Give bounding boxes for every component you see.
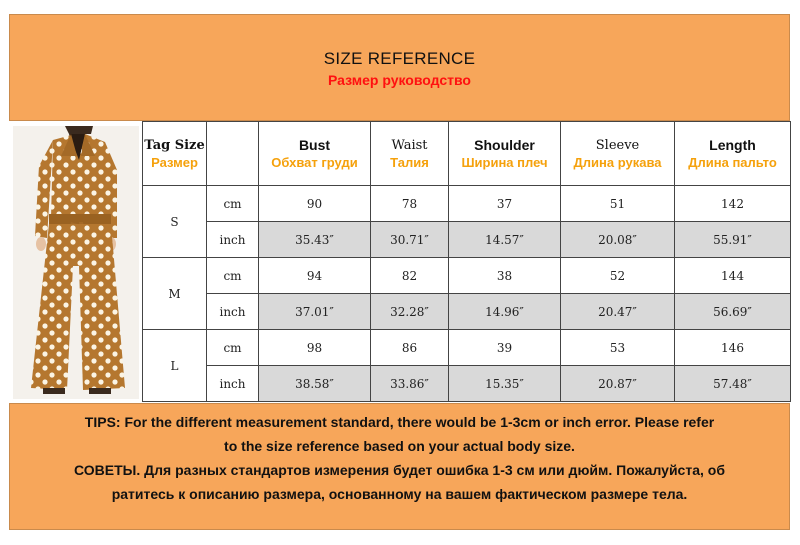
table-row-l-inch	[143, 366, 791, 402]
unit-header-blank	[207, 122, 259, 186]
length-label-en: Length	[709, 136, 756, 153]
table-row-s-inch	[143, 222, 791, 258]
size-label: L	[143, 330, 207, 402]
length-cm: 142	[675, 186, 791, 222]
bust-cm: 90	[259, 186, 371, 222]
length-cm: 146	[675, 330, 791, 366]
sleeve-header	[561, 122, 675, 186]
bust-label-ru: Обхват груди	[271, 154, 358, 170]
tips-ru-line-1: СОВЕТЫ. Для разных стандартов измерения будет ошибка 1-3 см или дюйм. Пожалуйста, об	[74, 462, 725, 478]
length-cm: 144	[675, 258, 791, 294]
length-header	[675, 122, 791, 186]
shoulder-inch: 14.57″	[449, 222, 561, 258]
product-photo	[13, 126, 139, 399]
unit-cm: cm	[207, 186, 259, 222]
size-label: M	[143, 258, 207, 330]
table-row-s-cm	[143, 186, 791, 222]
sleeve-inch: 20.08″	[561, 222, 675, 258]
shoulder-cm: 38	[449, 258, 561, 294]
size-reference-header	[9, 14, 790, 121]
size-table	[142, 121, 791, 402]
jumpsuit-image	[13, 126, 139, 399]
unit-inch: inch	[207, 366, 259, 402]
shoulder-label-ru: Ширина плеч	[461, 154, 548, 170]
waist-cm: 78	[371, 186, 449, 222]
tips-banner	[9, 403, 790, 530]
sleeve-label-en: Sleeve	[595, 137, 640, 153]
table-row-l-cm	[143, 330, 791, 366]
unit-cm: cm	[207, 330, 259, 366]
sleeve-inch: 20.47″	[561, 294, 675, 330]
bust-cm: 98	[259, 330, 371, 366]
waist-inch: 32.28″	[371, 294, 449, 330]
unit-cm: cm	[207, 258, 259, 294]
length-inch: 57.48″	[675, 366, 791, 402]
bust-inch: 35.43″	[259, 222, 371, 258]
sleeve-cm: 53	[561, 330, 675, 366]
title-en: SIZE REFERENCE	[323, 49, 476, 68]
table-row-m-cm	[143, 258, 791, 294]
bust-label-en: Bust	[298, 136, 331, 153]
length-inch: 55.91″	[675, 222, 791, 258]
tag-size-label-ru: Размер	[151, 154, 198, 170]
waist-header	[371, 122, 449, 186]
sleeve-label-ru: Длина рукава	[573, 154, 662, 170]
shoulder-cm: 37	[449, 186, 561, 222]
shoulder-inch: 15.35″	[449, 366, 561, 402]
bust-cm: 94	[259, 258, 371, 294]
tips-ru-line-2: ратитесь к описанию размера, основанному на вашем фактическом размере тела.	[111, 486, 688, 502]
sleeve-cm: 52	[561, 258, 675, 294]
unit-inch: inch	[207, 222, 259, 258]
tips-en-line-1: TIPS: For the different measurement standard, there would be 1-3cm or inch error. Please refer	[84, 414, 715, 430]
unit-inch: inch	[207, 294, 259, 330]
bust-header	[259, 122, 371, 186]
length-label-ru: Длина пальто	[688, 154, 777, 170]
sleeve-inch: 20.87″	[561, 366, 675, 402]
waist-label-ru: Талия	[390, 154, 429, 170]
size-label: S	[143, 186, 207, 258]
table-row-m-inch	[143, 294, 791, 330]
bust-inch: 38.58″	[259, 366, 371, 402]
tag-size-header	[143, 122, 207, 186]
shoulder-header	[449, 122, 561, 186]
shoulder-label-en: Shoulder	[474, 136, 535, 153]
waist-label-en: Waist	[391, 137, 428, 153]
table-header-row	[143, 122, 791, 186]
shoulder-inch: 14.96″	[449, 294, 561, 330]
length-inch: 56.69″	[675, 294, 791, 330]
tag-size-label-en: Tag Size	[144, 137, 205, 153]
waist-inch: 33.86″	[371, 366, 449, 402]
sleeve-cm: 51	[561, 186, 675, 222]
tips-en-line-2: to the size reference based on your actual body size.	[224, 438, 575, 454]
title-ru: Размер руководство	[328, 72, 471, 88]
waist-cm: 86	[371, 330, 449, 366]
waist-inch: 30.71″	[371, 222, 449, 258]
shoulder-cm: 39	[449, 330, 561, 366]
waist-cm: 82	[371, 258, 449, 294]
bust-inch: 37.01″	[259, 294, 371, 330]
